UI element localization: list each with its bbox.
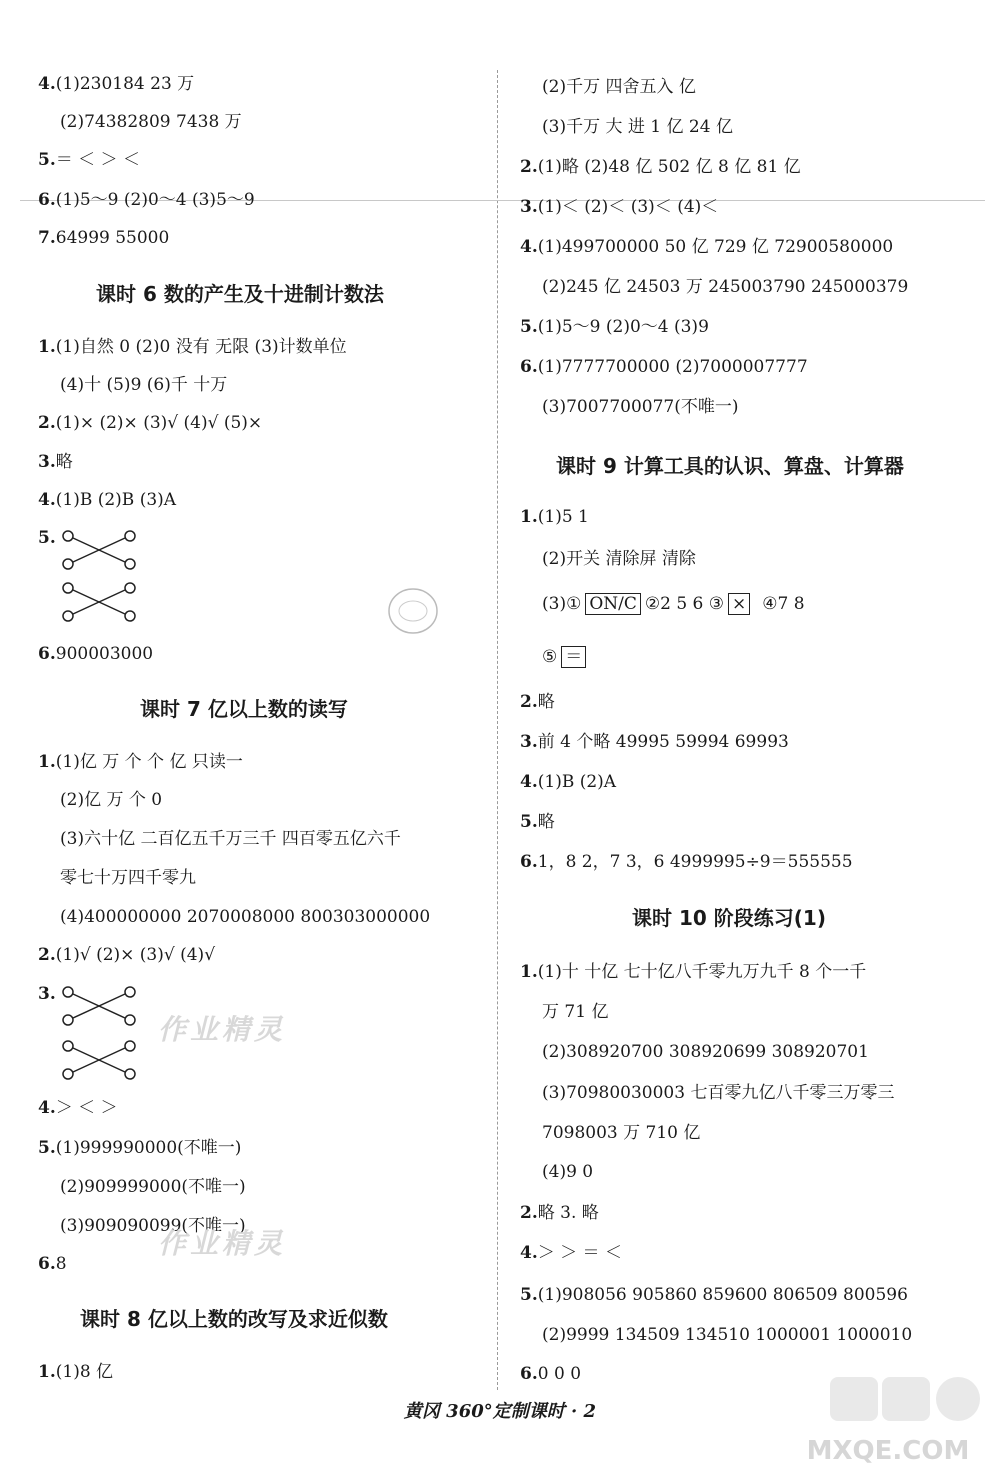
- answer-line: 1.(1)亿 万 个 个 亿 只读一: [38, 752, 243, 772]
- answer-line: 2.(1)√ (2)× (3)√ (4)√: [38, 945, 216, 965]
- answer-line: 1.(1)5 1: [520, 507, 589, 527]
- answer-line: (2)308920700 308920699 308920701: [542, 1042, 869, 1062]
- answer-line: 5.(1)999990000(不唯一): [38, 1138, 242, 1158]
- answer-line: 4.(1)B (2)B (3)A: [38, 490, 177, 510]
- answer-line: (3)① ON/C ②2 5 6 ③ × ④7 8: [542, 594, 805, 614]
- answer-line: (4)十 (5)9 (6)千 十万: [60, 375, 228, 395]
- answer-line: (2)亿 万 个 0: [60, 790, 163, 810]
- answer-line: 5.＝ ＜ ＞ ＜: [38, 150, 140, 170]
- answer-line: 5.(1)908056 905860 859600 806509 800596: [520, 1285, 908, 1305]
- section-heading: 课时 10 阶段练习(1): [632, 906, 826, 930]
- answer-line: 4.(1)B (2)A: [520, 772, 617, 792]
- answer-line: 3.前 4 个略 49995 59994 69993: [520, 732, 789, 752]
- watermark-logo: [780, 1375, 995, 1467]
- answer-line: (3)909090099(不唯一): [60, 1216, 246, 1236]
- answer-line: 6.0 0 0: [520, 1364, 582, 1384]
- answer-line: 1.(1)8 亿: [38, 1362, 114, 1382]
- answer-line: 2.略 3. 略: [520, 1203, 599, 1223]
- answer-line: (4)400000000 2070008000 800303000000: [60, 907, 431, 927]
- column-divider: [497, 70, 498, 1390]
- answer-line: ⑤ ＝: [542, 645, 590, 669]
- answer-line: 4.＞ ＞ ＝ ＜: [520, 1243, 622, 1263]
- section-heading: 课时 7 亿以上数的读写: [140, 697, 348, 721]
- answer-line: (3)千万 大 进 1 亿 24 亿: [542, 117, 733, 137]
- answer-line: 4.(1)499700000 50 亿 729 亿 72900580000: [520, 237, 894, 257]
- answer-line: 3.(1)＜ (2)＜ (3)＜ (4)＜: [520, 197, 719, 217]
- answer-line: (2)9999 134509 134510 1000001 1000010: [542, 1325, 913, 1345]
- answer-line: (2)909999000(不唯一): [60, 1177, 246, 1197]
- answer-line: (2)245 亿 24503 万 245003790 245000379: [542, 277, 909, 297]
- answer-line: 5.略: [520, 812, 555, 832]
- calculator-key-equals: ＝: [561, 646, 586, 668]
- answer-line: (2)开关 清除屏 清除: [542, 549, 696, 569]
- answer-line: 1.(1)自然 0 (2)0 没有 无限 (3)计数单位: [38, 337, 347, 357]
- answer-line: 7098003 万 710 亿: [542, 1123, 701, 1143]
- answer-line: 6.(1)5～9 (2)0～4 (3)5～9: [38, 190, 255, 210]
- answer-line: (3)7007700077(不唯一): [542, 397, 739, 417]
- matching-diagram: [60, 526, 140, 626]
- answer-line: 2.略: [520, 692, 555, 712]
- answer-line: 6.900003000: [38, 644, 154, 664]
- answer-line: 6.8: [38, 1254, 67, 1274]
- answer-line: 4.(1)230184 23 万: [38, 74, 195, 94]
- answer-line: 1.(1)十 十亿 七十亿八千零九万九千 8 个一千: [520, 962, 867, 982]
- answer-line: (3)六十亿 二百亿五千万三千 四百零五亿六千: [60, 829, 401, 849]
- calculator-key-on-c: ON/C: [585, 593, 641, 615]
- answer-line: 3.略: [38, 452, 73, 472]
- svg-text:MXQE.COM: MXQE.COM: [806, 1436, 970, 1466]
- answer-line: 2.(1)× (2)× (3)√ (4)√ (5)×: [38, 413, 263, 433]
- answer-line: 3.: [38, 984, 56, 1004]
- answer-line: 5.(1)5～9 (2)0～4 (3)9: [520, 317, 709, 337]
- page-footer: 黄冈 360°定制课时 · 2: [403, 1401, 597, 1422]
- faint-watermark: 作业精灵: [158, 1227, 287, 1260]
- answer-line: 4.＞ ＜ ＞: [38, 1098, 118, 1118]
- answer-line: 万 71 亿: [542, 1002, 609, 1022]
- section-heading: 课时 9 计算工具的认识、算盘、计算器: [556, 454, 904, 478]
- stamp-mark: [383, 585, 443, 640]
- answer-line: (4)9 0: [542, 1162, 594, 1182]
- answer-line: 2.(1)略 (2)48 亿 502 亿 8 亿 81 亿: [520, 157, 801, 177]
- answer-line: (2)千万 四舍五入 亿: [542, 77, 696, 97]
- section-heading: 课时 8 亿以上数的改写及求近似数: [80, 1307, 388, 1331]
- answer-line: (3)70980030003 七百零九亿八千零三万零三: [542, 1083, 895, 1103]
- section-heading: 课时 6 数的产生及十进制计数法: [96, 282, 384, 306]
- answer-line: 7.64999 55000: [38, 228, 170, 248]
- faint-watermark: 作业精灵: [158, 1013, 287, 1046]
- answer-line: 零七十万四千零九: [60, 868, 196, 888]
- answer-line: 6.1，8 2，7 3，6 4999995÷9＝555555: [520, 852, 853, 872]
- calculator-key-multiply: ×: [728, 593, 750, 615]
- matching-diagram: [60, 982, 140, 1082]
- answer-line: 6.(1)7777700000 (2)7000007777: [520, 357, 808, 377]
- answer-line: (2)74382809 7438 万: [60, 112, 242, 132]
- answer-line: 5.: [38, 528, 56, 548]
